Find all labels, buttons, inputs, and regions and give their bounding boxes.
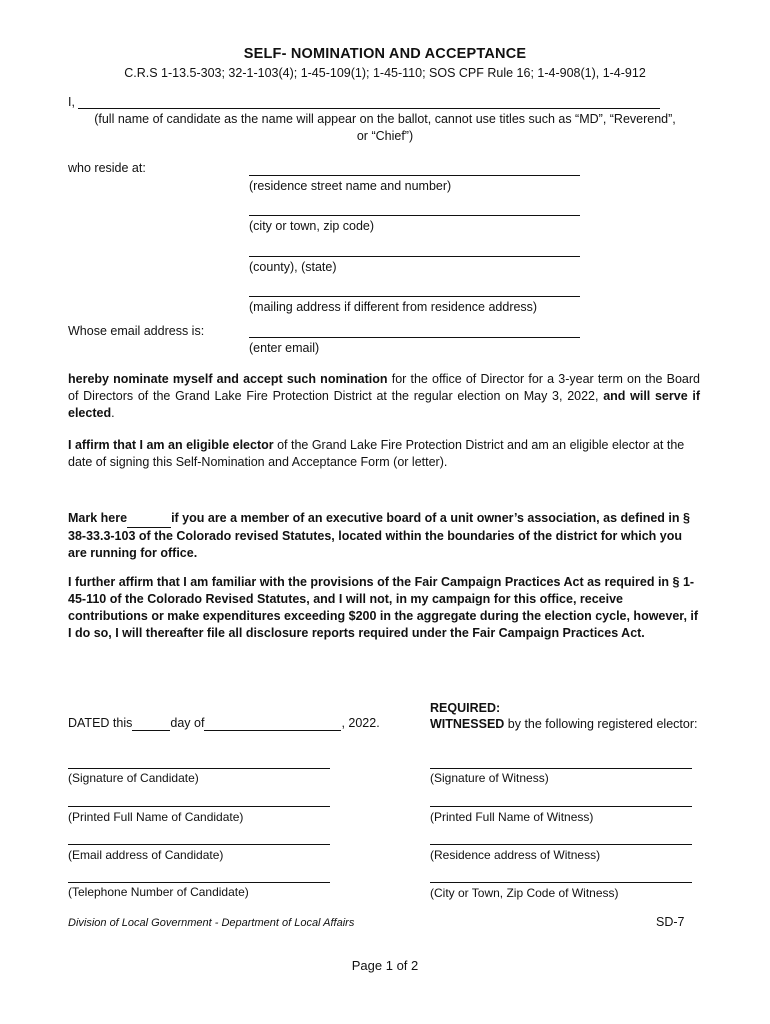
candidate-name-line[interactable]	[78, 108, 660, 109]
candidate-email-line[interactable]	[68, 844, 330, 845]
candidate-phone-label: (Telephone Number of Candidate)	[68, 885, 249, 899]
name-prefix: I,	[68, 95, 75, 109]
fair-campaign-paragraph: I further affirm that I am familiar with the provisions of the Fair Campaign Practices Act as required in § 1- 45-110 of the Colorado Revised Statutes, and I will not, in my campaign for this office, receive contributions or make expenditures exceeding $200 in the aggregate during the election cycle, however, if I do so, I will thereafter file all disclosure reports required under the Fair Campaign Practices Act.	[68, 575, 699, 640]
mark-here-text: if you are a member of an executive board of a unit owner’s association, as defined in § 38-33.3-103 of the Colorado revised Statutes, located within the boundaries of the district for which you are running for office.	[68, 511, 690, 560]
email-label: Whose email address is:	[68, 324, 205, 338]
nomination-text: for the office of Director for a 3-year term on the Board of Directors of the Grand Lake Fire Protection District at the regular election on May 3, 2022,	[68, 372, 700, 403]
day-blank[interactable]	[132, 716, 170, 731]
nomination-paragraph	[68, 371, 700, 422]
mailing-line[interactable]	[249, 296, 580, 297]
year-label: , 2022.	[341, 716, 380, 730]
candidate-signature-label: (Signature of Candidate)	[68, 771, 199, 785]
witness-residence-label: (Residence address of Witness)	[430, 848, 601, 862]
candidate-signature-line[interactable]	[68, 768, 330, 769]
required-label: REQUIRED:	[430, 701, 501, 715]
statute-citation: C.R.S 1-13.5-303; 32-1-103(4); 1-45-109(1); 1-45-110; SOS CPF Rule 16; 1-4-908(1), 1-4-912	[124, 66, 646, 80]
nomination-bold: hereby nominate myself and accept such nomination	[68, 372, 388, 386]
candidate-name-print-label: (Printed Full Name of Candidate)	[68, 810, 244, 824]
footer-division: Division of Local Government - Department of Local Affairs	[68, 917, 355, 929]
day-of-label: day of	[170, 716, 205, 730]
witness-signature-label: (Signature of Witness)	[430, 771, 549, 785]
candidate-name-print-line[interactable]	[68, 806, 330, 807]
street-hint: (residence street name and number)	[249, 179, 452, 193]
affirm-elector-bold: I affirm that I am an eligible elector	[68, 438, 274, 452]
county-hint: (county), (state)	[249, 260, 337, 274]
name-instructions: (full name of candidate as the name will appear on the ballot, cannot use titles such as “MD”, “Reverend”, or “Chief”)	[94, 112, 676, 143]
street-line[interactable]	[249, 175, 580, 176]
page-number: Page 1 of 2	[351, 958, 419, 973]
affirm-elector-paragraph	[68, 437, 700, 471]
witness-signature-line[interactable]	[430, 768, 692, 769]
witness-name-print-line[interactable]	[430, 806, 692, 807]
candidate-phone-line[interactable]	[68, 882, 330, 883]
county-line[interactable]	[249, 256, 580, 257]
month-blank[interactable]	[204, 716, 341, 731]
candidate-email-label: (Email address of Candidate)	[68, 848, 224, 862]
form-code: SD-7	[656, 915, 685, 929]
serve-if-elected: and will serve if elected	[68, 389, 700, 420]
witness-residence-line[interactable]	[430, 844, 692, 845]
witness-name-print-label: (Printed Full Name of Witness)	[430, 810, 594, 824]
witnessed-text: by the following registered elector:	[504, 717, 698, 731]
witness-city-line[interactable]	[430, 882, 692, 883]
witnessed-line	[430, 717, 697, 731]
witnessed-bold: WITNESSED	[430, 717, 505, 731]
mark-here-paragraph	[68, 510, 700, 562]
email-hint: (enter email)	[249, 341, 320, 355]
mailing-hint: (mailing address if different from residence address)	[249, 300, 538, 314]
mark-here-prefix: Mark here	[68, 511, 128, 525]
witness-city-label: (City or Town, Zip Code of Witness)	[430, 886, 619, 900]
form-title: SELF- NOMINATION AND ACCEPTANCE	[243, 46, 527, 62]
city-line[interactable]	[249, 215, 580, 216]
dated-prefix: DATED this	[68, 716, 133, 730]
dated-line	[68, 716, 380, 731]
reside-label: who reside at:	[68, 161, 146, 175]
city-hint: (city or town, zip code)	[249, 219, 375, 233]
email-line[interactable]	[249, 337, 580, 338]
nomination-period: .	[111, 406, 115, 420]
affirm-elector-text: of the Grand Lake Fire Protection District and am an eligible elector at the date of signing this Self-Nomination and Acceptance Form (or letter).	[68, 438, 685, 469]
mark-here-blank[interactable]	[127, 510, 171, 528]
